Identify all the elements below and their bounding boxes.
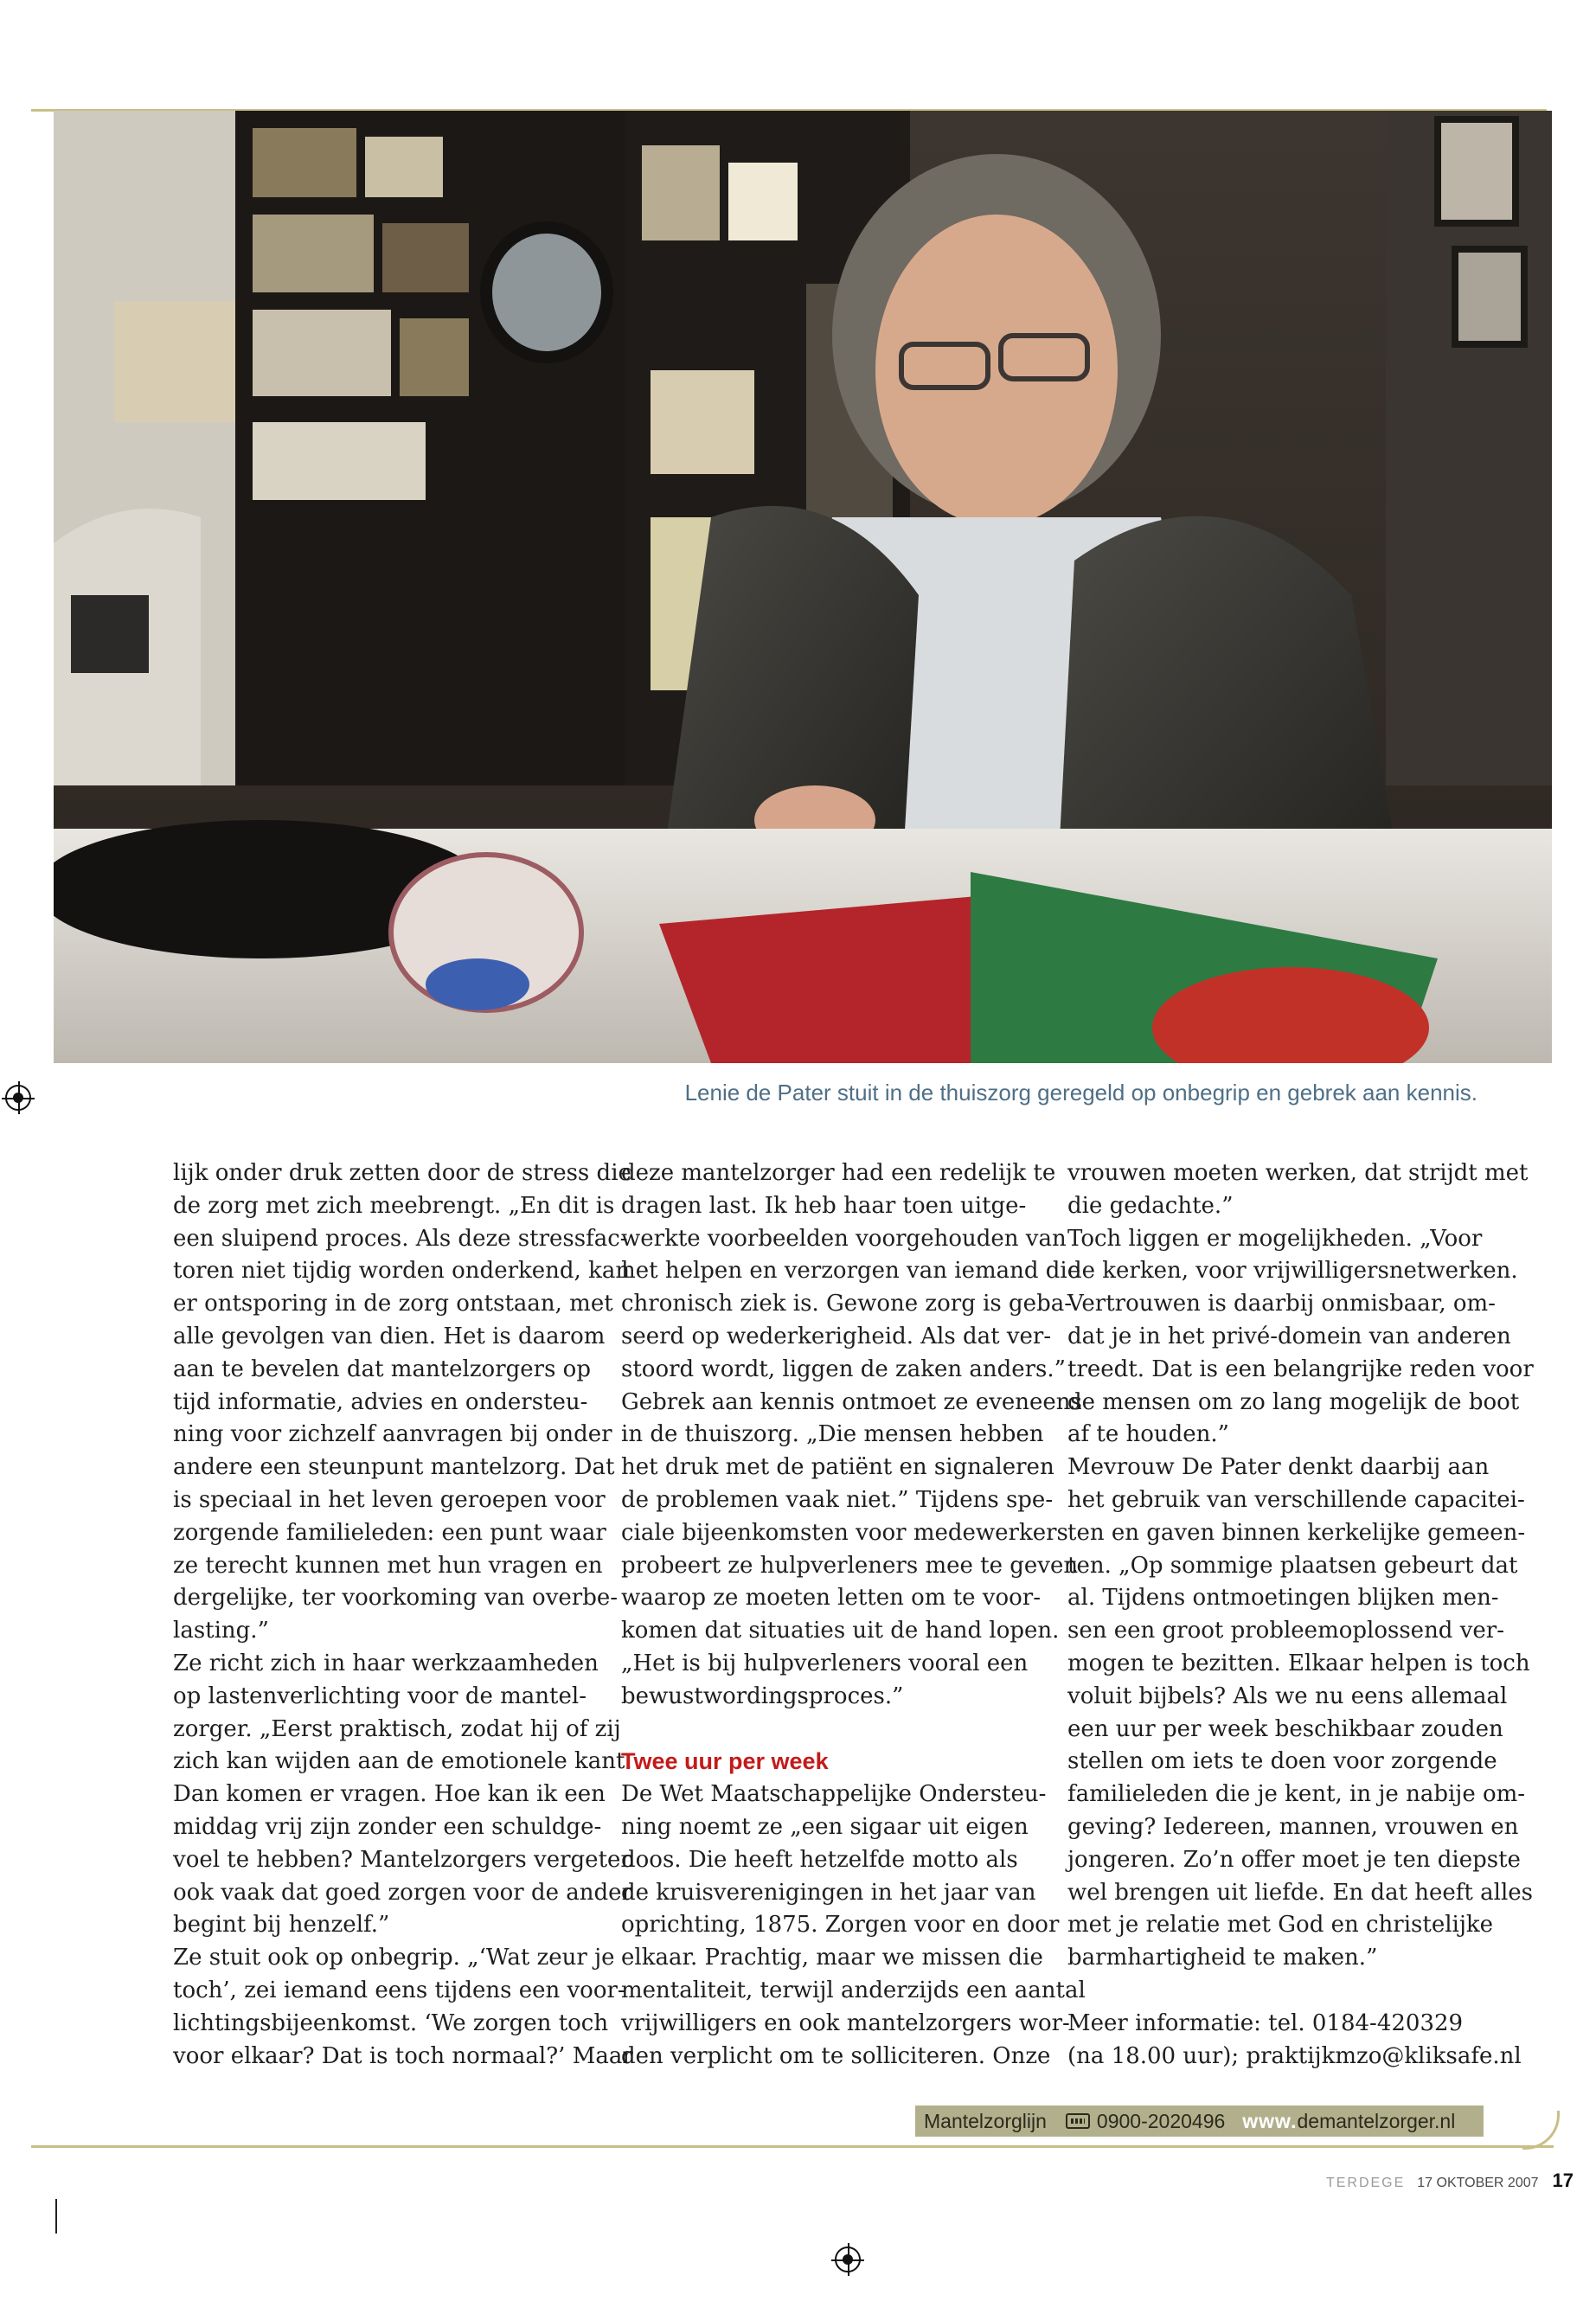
text-line: komen dat situaties uit de hand lopen. (621, 1618, 1060, 1644)
text-line: (na 18.00 uur); praktijkmzo@kliksafe.nl (1067, 2042, 1522, 2069)
text-line: lichtingsbijeenkomst. ‘We zorgen toch (173, 2009, 609, 2036)
text-line: deze mantelzorger had een redelijk te (621, 1160, 1056, 1186)
text-line: dragen last. Ik heb haar toen uitge- (621, 1192, 1027, 1219)
text-line: waarop ze moeten letten om te voor- (621, 1585, 1042, 1612)
registration-mark-left (5, 1085, 31, 1111)
text-line: in de thuiszorg. „Die mensen hebben (621, 1421, 1044, 1448)
text-line: zich kan wijden aan de emotionele kant. (173, 1748, 632, 1775)
text-line: ciale bijeenkomsten voor medewerkers (621, 1519, 1068, 1546)
text-line: voel te hebben? Mantelzorgers vergeten (173, 1846, 636, 1873)
text-line: Toch liggen er mogelijkheden. „Voor (1067, 1225, 1483, 1252)
text-line: seerd op wederkerigheid. Als dat ver- (621, 1323, 1052, 1349)
issue-date: 17 OKTOBER 2007 (1417, 2176, 1539, 2190)
text-line: Gebrek aan kennis ontmoet ze eveneens (621, 1388, 1082, 1415)
text-line: ten en gaven binnen kerkelijke gemeen- (1067, 1519, 1526, 1546)
bottom-rule-corner (1522, 2111, 1560, 2150)
text-line: een uur per week beschikbaar zouden (1067, 1715, 1503, 1742)
text-line: het druk met de patiënt en signaleren (621, 1454, 1054, 1481)
text-line: toren niet tijdig worden onderkend, kan (173, 1258, 631, 1285)
text-line: zorgende familieleden: een punt waar (173, 1519, 606, 1546)
text-line: dat je in het privé-domein van anderen (1067, 1323, 1511, 1349)
text-line: Vertrouwen is daarbij onmisbaar, om- (1067, 1291, 1496, 1317)
text-line: er ontsporing in de zorg ontstaan, met (173, 1291, 613, 1317)
text-line: sen een groot probleemoplossend ver- (1067, 1618, 1505, 1644)
text-line: oprichting, 1875. Zorgen voor en door (621, 1912, 1060, 1939)
magazine-name: TERDEGE (1325, 2176, 1406, 2190)
helpline-label: Mantelzorglijn (924, 2109, 1047, 2132)
text-line: ook vaak dat goed zorgen voor de ander (173, 1879, 632, 1906)
text-line: stellen om iets te doen voor zorgende (1067, 1748, 1497, 1775)
text-line: alle gevolgen van dien. Het is daarom (173, 1323, 606, 1349)
text-line: ten. „Op sommige plaatsen gebeurt dat (1067, 1552, 1518, 1579)
article-column-1 (173, 1157, 636, 2073)
text-line: treedt. Dat is een belangrijke reden voor (1067, 1356, 1534, 1382)
text-line: chronisch ziek is. Gewone zorg is geba- (621, 1291, 1073, 1317)
text-line: mogen te bezitten. Elkaar helpen is toch (1067, 1650, 1530, 1676)
portrait-photo (54, 111, 1552, 1063)
text-line: ning noemt ze „een sigaar uit eigen (621, 1813, 1029, 1840)
text-line: vrouwen moeten werken, dat strijdt met (1067, 1160, 1529, 1186)
text-line: stoord wordt, liggen de zaken anders.” (621, 1356, 1066, 1382)
text-line: barmhartigheid te maken.” (1067, 1945, 1378, 1971)
text-line: af te houden.” (1067, 1421, 1229, 1448)
text-line: zorger. „Eerst praktisch, zodat hij of zij (173, 1715, 621, 1742)
helpline-phone: 0900-2020496 (1096, 2109, 1226, 2132)
registration-mark-bottom (835, 2247, 861, 2272)
article-column-3 (1067, 1157, 1534, 2073)
text-line: de kerken, voor vrijwilligersnetwerken. (1067, 1258, 1518, 1285)
phone-icon (1066, 2113, 1090, 2129)
text-line: vrijwilligers en ook mantelzorgers wor- (621, 2009, 1070, 2036)
text-line: toch’, zei iemand eens tijdens een voor- (173, 1977, 625, 2003)
crop-mark (55, 2199, 57, 2234)
text-line: begint bij henzelf.” (173, 1912, 390, 1939)
helpline-www: www. (1242, 2109, 1298, 2132)
text-line: werkte voorbeelden voorgehouden van (621, 1225, 1067, 1252)
text-line: de mensen om zo lang mogelijk de boot (1067, 1388, 1520, 1415)
text-line: al. Tijdens ontmoetingen blijken men- (1067, 1585, 1499, 1612)
text-line: ning voor zichzelf aanvragen bij onder (173, 1421, 612, 1448)
photo-caption: Lenie de Pater stuit in de thuiszorg geregeld op onbegrip en gebrek aan kennis. (684, 1080, 1477, 1106)
spacer (621, 1714, 1045, 1747)
text-line: voluit bijbels? Als we nu eens allemaal (1067, 1682, 1508, 1709)
text-line: „Het is bij hulpverleners vooral een (621, 1650, 1029, 1676)
text-line: geving? Iedereen, mannen, vrouwen en (1067, 1813, 1519, 1840)
text-line: de zorg met zich meebrengt. „En dit is (173, 1192, 615, 1219)
text-line: bewustwordingsproces.” (621, 1682, 904, 1709)
text-line: lijk onder druk zetten door de stress die (173, 1160, 631, 1186)
text-line: ze terecht kunnen met hun vragen en (173, 1552, 603, 1579)
helpline-bar (915, 2106, 1484, 2137)
text-line: familieleden die je kent, in je nabije om- (1067, 1781, 1526, 1808)
text-line: andere een steunpunt mantelzorg. Dat (173, 1454, 615, 1481)
text-line: Ze stuit ook op onbegrip. „‘Wat zeur je (173, 1945, 615, 1971)
text-line: een sluipend proces. Als deze stressfac- (173, 1225, 628, 1252)
text-line: jongeren. Zo’n offer moet je ten diepste (1067, 1846, 1521, 1873)
page-number: 17 (1552, 2170, 1574, 2191)
text-line: den verplicht om te solliciteren. Onze (621, 2042, 1051, 2069)
text-line (1067, 1975, 1500, 2008)
article-column-2 (621, 1157, 1086, 2073)
text-line: de problemen vaak niet.” Tijdens spe- (621, 1486, 1054, 1513)
bottom-rule (31, 2145, 1554, 2148)
text-line: voor elkaar? Dat is toch normaal?’ Maar (173, 2042, 633, 2069)
text-line: dergelijke, ter voorkoming van overbe- (173, 1585, 619, 1612)
text-line: wel brengen uit liefde. En dat heeft alles (1067, 1879, 1534, 1906)
text-line: het gebruik van verschillende capacitei- (1067, 1486, 1525, 1513)
text-line: met je relatie met God en christelijke (1067, 1912, 1494, 1939)
text-line: lasting.” (173, 1618, 269, 1644)
text-line: De Wet Maatschappelijke Ondersteu- (621, 1781, 1047, 1808)
text-line: Mevrouw De Pater denkt daarbij aan (1067, 1454, 1490, 1481)
text-line: is speciaal in het leven geroepen voor (173, 1486, 606, 1513)
text-line: Dan komen er vragen. Hoe kan ik een (173, 1781, 606, 1808)
text-line: het helpen en verzorgen van iemand die (621, 1258, 1081, 1285)
subheading: Twee uur per week (621, 1748, 829, 1775)
text-line: probeert ze hulpverleners mee te geven (621, 1552, 1079, 1579)
text-line: die gedachte.” (1067, 1192, 1234, 1219)
text-line: aan te bevelen dat mantelzorgers op (173, 1356, 591, 1382)
helpline-website[interactable]: demantelzorger.nl (1297, 2109, 1456, 2132)
text-line: mentaliteit, terwijl anderzijds een aantal (621, 1977, 1086, 2003)
text-line: doos. Die heeft hetzelfde motto als (621, 1846, 1018, 1873)
text-line: de kruisverenigingen in het jaar van (621, 1879, 1036, 1906)
page-folio (1326, 2170, 1574, 2192)
text-line: elkaar. Prachtig, maar we missen die (621, 1945, 1043, 1971)
text-line: op lastenverlichting voor de mantel- (173, 1682, 586, 1709)
text-line: Meer informatie: tel. 0184-420329 (1067, 2009, 1464, 2036)
text-line: Ze richt zich in haar werkzaamheden (173, 1650, 599, 1676)
text-line: middag vrij zijn zonder een schuldge- (173, 1813, 602, 1840)
text-line: tijd informatie, advies en ondersteu- (173, 1388, 588, 1415)
